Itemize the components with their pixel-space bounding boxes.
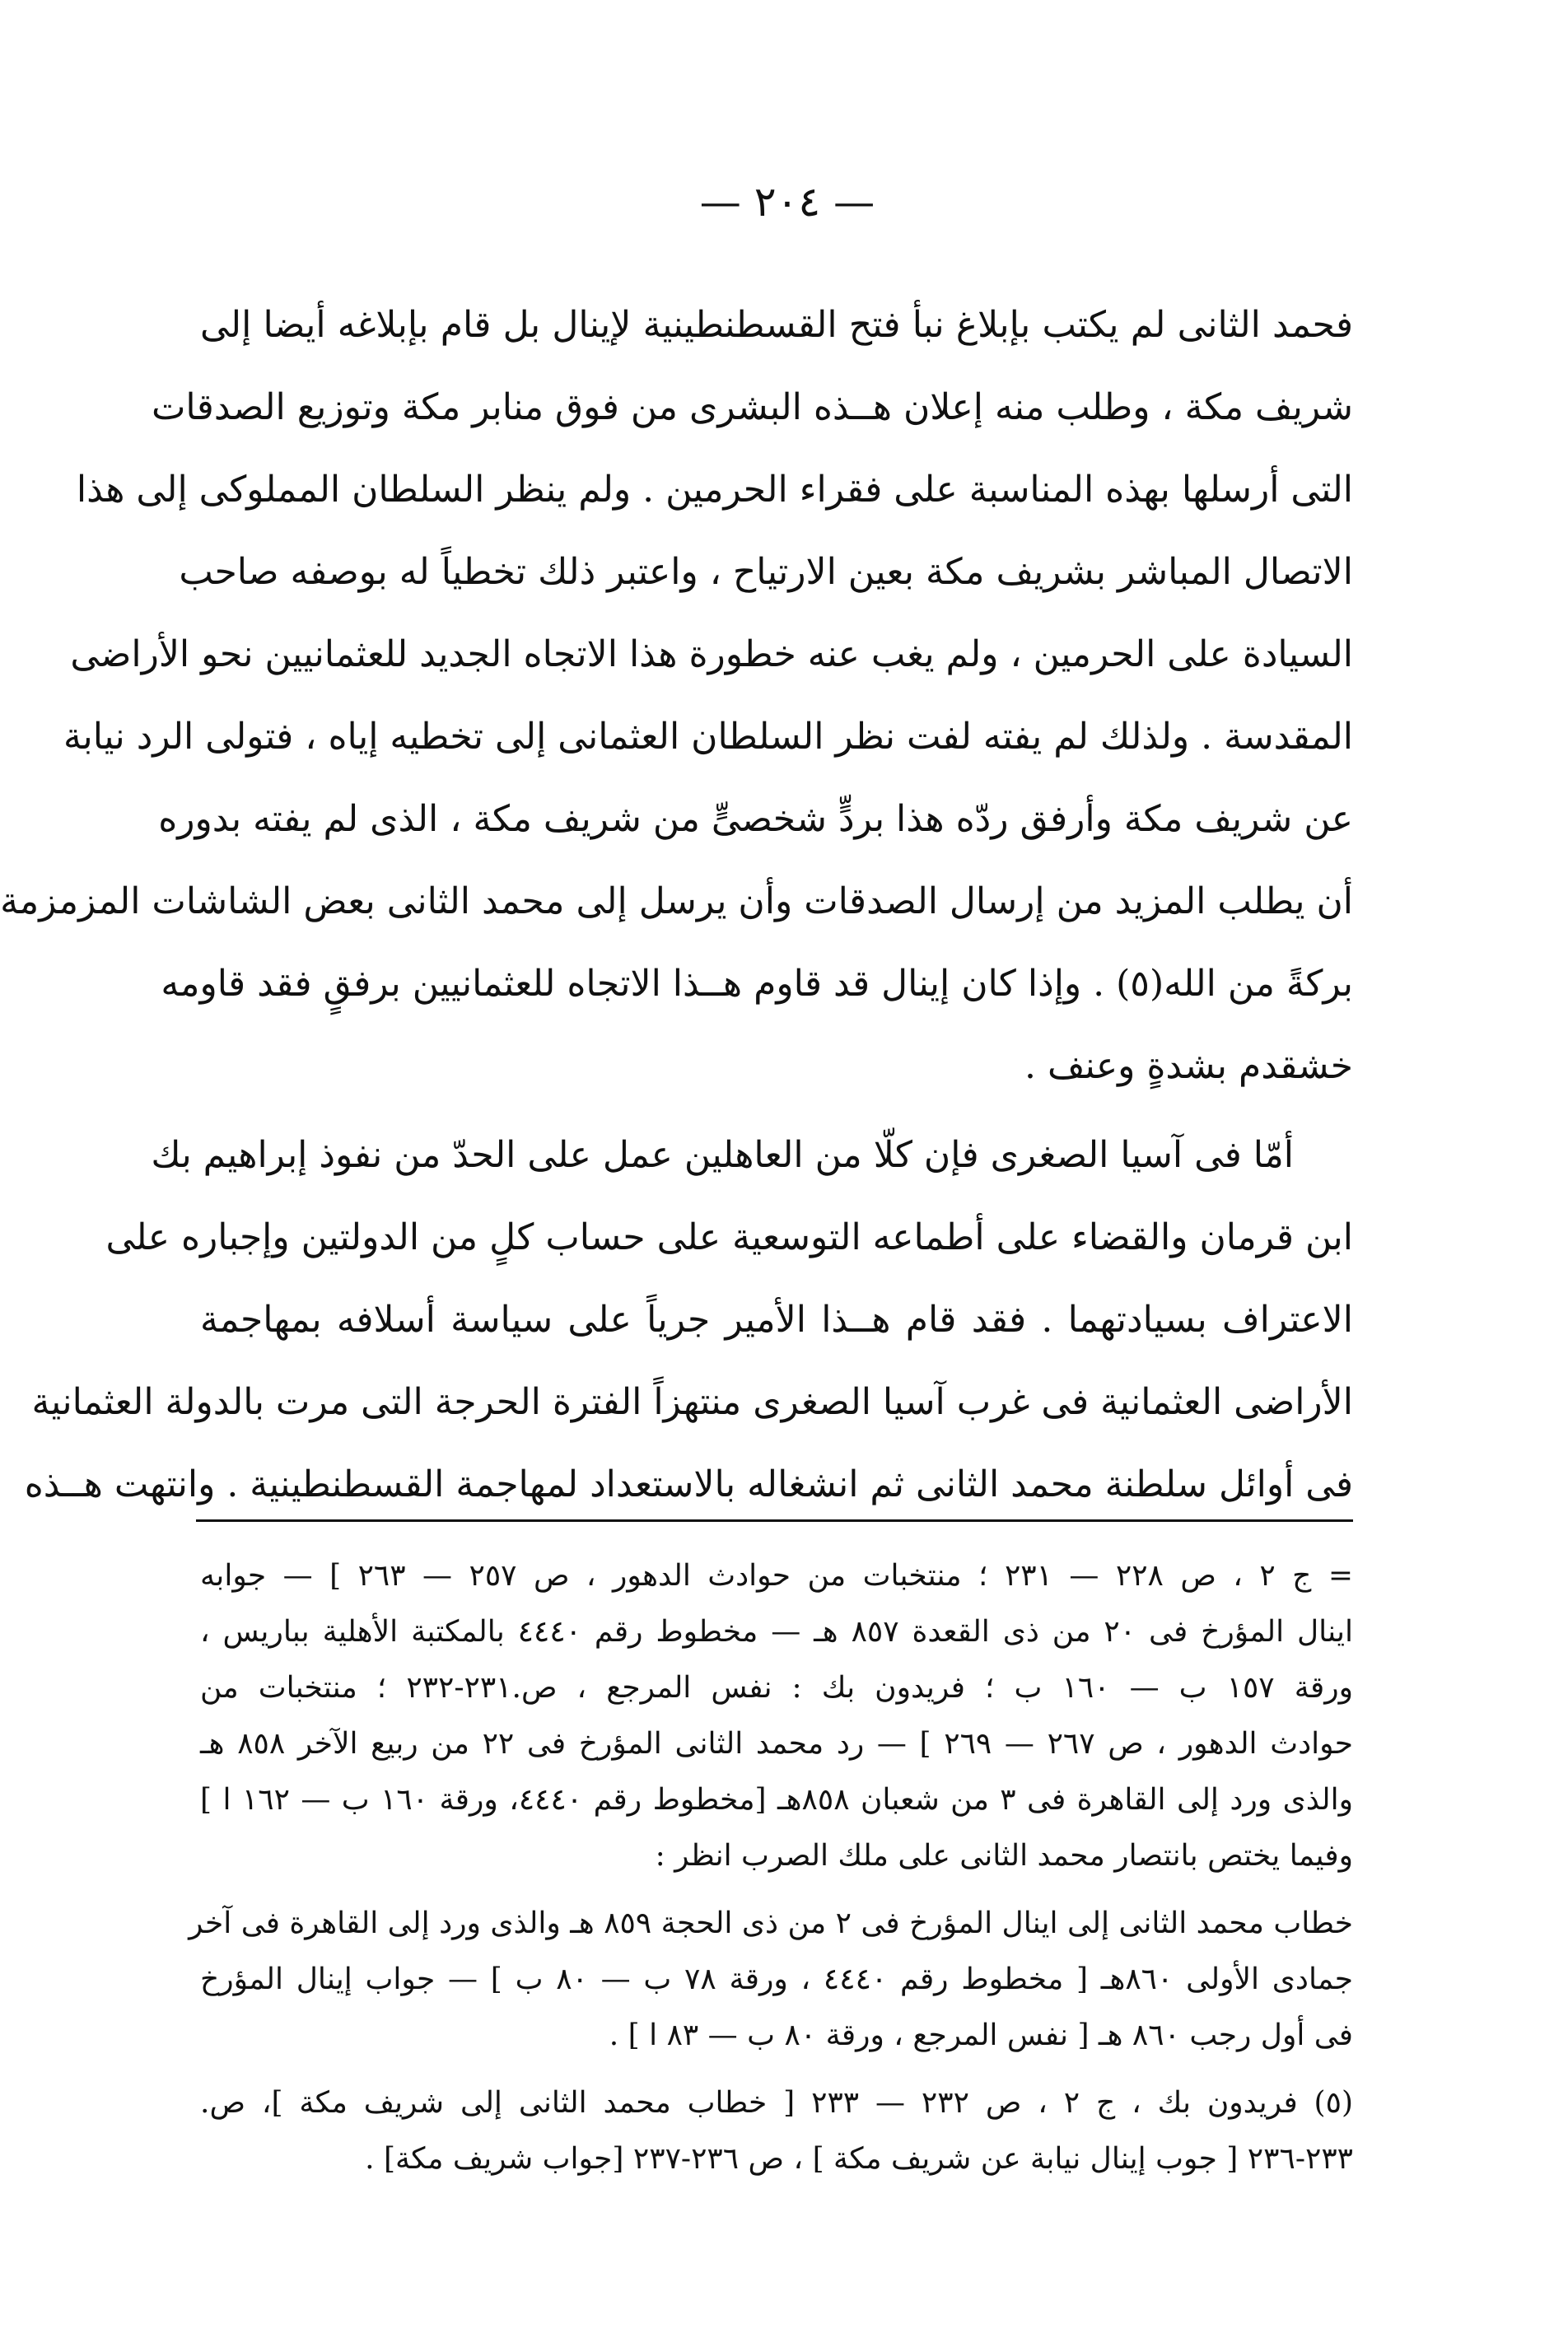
page-number: — ٢٠٤ — <box>699 178 875 226</box>
paragraph-2 <box>24 1114 1353 1526</box>
footnote-line: ٢٣٣-٢٣٦ [ جوب إينال نيابة عن شريف مكة ] ، ص ٢٣٦-٢٣٧ [جواب شريف مكة] . <box>365 2142 1353 2176</box>
text-line: الأراضى العثمانية فى غرب آسيا الصغرى منتهزاً الفترة الحرجة التى مرت بالدولة العثمانية <box>31 1381 1353 1423</box>
text-line: الاعتراف بسيادتهما . فقد قام هــذا الأمير جرياً على سياسة أسلافه بمهاجمة <box>200 1299 1353 1341</box>
footnote-5 <box>200 2075 1353 2187</box>
footnote-line: (٥) فريدون بك ، ج ٢ ، ص ٢٣٢ — ٢٣٣ [ خطاب محمد الثانى إلى شريف مكة ]، ص. <box>200 2086 1353 2120</box>
text-line: بركةً من الله(٥) . وإذا كان إينال قد قاوم هــذا الاتجاه للعثمانيين برفقٍ فقد قاومه <box>161 963 1353 1005</box>
footnotes <box>189 1548 1354 2187</box>
footnote-line: وفيما يختص بانتصار محمد الثانى على ملك الصرب انظر : <box>655 1839 1353 1873</box>
paragraph-1 <box>0 284 1353 1108</box>
text-line: الاتصال المباشر بشريف مكة بعين الارتياح ، واعتبر ذلك تخطياً له بوصفه صاحب <box>179 551 1353 593</box>
footnote-line: اينال المؤرخ فى ٢٠ من ذى القعدة ٨٥٧ هـ — مخطوط رقم ٤٤٤٠ بالمكتبة الأهلية بباريس ، <box>200 1615 1353 1649</box>
text-line: التى أرسلها بهذه المناسبة على فقراء الحرمين . ولم ينظر السلطان المملوكى إلى هذا <box>76 469 1353 511</box>
text-line: السيادة على الحرمين ، ولم يغب عنه خطورة هذا الاتجاه الجديد للعثمانيين نحو الأراضى <box>70 633 1353 675</box>
footnote-letter <box>189 1896 1353 2064</box>
text-line: أمّا فى آسيا الصغرى فإن كلّا من العاهلين عمل على الحدّ من نفوذ إبراهيم بك <box>151 1134 1294 1176</box>
footnote-line: حوادث الدهور ، ص ٢٦٧ — ٢٦٩ ] — رد محمد الثانى المؤرخ فى ٢٢ من ربيع الآخر ٨٥٨ هـ <box>200 1727 1353 1761</box>
text-line: أن يطلب المزيد من إرسال الصدقات وأن يرسل إلى محمد الثانى بعض الشاشات المزمزمة <box>0 880 1353 922</box>
footnote-line: = ج ٢ ، ص ٢٢٨ — ٢٣١ ؛ منتخبات من حوادث الدهور ، ص ٢٥٧ — ٢٦٣ ] — جوابه <box>200 1559 1353 1593</box>
main-text <box>0 284 1353 1526</box>
footnote-line: والذى ورد إلى القاهرة فى ٣ من شعبان ٨٥٨هـ [مخطوط رقم ٤٤٤٠، ورقة ١٦٠ ب — ١٦٢ ا ] <box>200 1783 1354 1817</box>
footnote-line: فى أول رجب ٨٦٠ هـ [ نفس المرجع ، ورقة ٨٠ ب — ٨٣ ا ] . <box>609 2018 1353 2052</box>
text-line: المقدسة . ولذلك لم يفته لفت نظر السلطان العثمانى إلى تخطيه إياه ، فتولى الرد نيابة <box>63 716 1353 758</box>
footnote-continued <box>200 1548 1353 1884</box>
text-line: فى أوائل سلطنة محمد الثانى ثم انشغاله بالاستعداد لمهاجمة القسطنطينية . وانتهت هــذه <box>24 1463 1353 1505</box>
text-line: ابن قرمان والقضاء على أطماعه التوسعية على حساب كلٍ من الدولتين وإجباره على <box>105 1216 1353 1258</box>
footnote-line: ورقة ١٥٧ ب — ١٦٠ ب ؛ فريدون بك : نفس المرجع ، ص.٢٣١-٢٣٢ ؛ منتخبات من <box>200 1671 1353 1705</box>
footnote-line: جمادى الأولى ٨٦٠هـ [ مخطوط رقم ٤٤٤٠ ، ورقة ٧٨ ب — ٨٠ ب ] — جواب إينال المؤرخ <box>200 1962 1353 1996</box>
footnote-line: خطاب محمد الثانى إلى اينال المؤرخ فى ٢ من ذى الحجة ٨٥٩ هـ والذى ورد إلى القاهرة فى آخر <box>189 1906 1353 1940</box>
text-line: عن شريف مكة وأرفق ردّه هذا بردٍّ شخصىٍّ من شريف مكة ، الذى لم يفته بدوره <box>158 798 1353 840</box>
text-line: فحمد الثانى لم يكتب بإبلاغ نبأ فتح القسطنطينية لإينال بل قام بإبلاغه أيضا إلى <box>200 304 1353 346</box>
text-line: شريف مكة ، وطلب منه إعلان هــذه البشرى من فوق منابر مكة وتوزيع الصدقات <box>151 386 1353 428</box>
text-line: خشقدم بشدةٍ وعنف . <box>1024 1045 1353 1087</box>
footnote-divider <box>196 1519 1353 1522</box>
